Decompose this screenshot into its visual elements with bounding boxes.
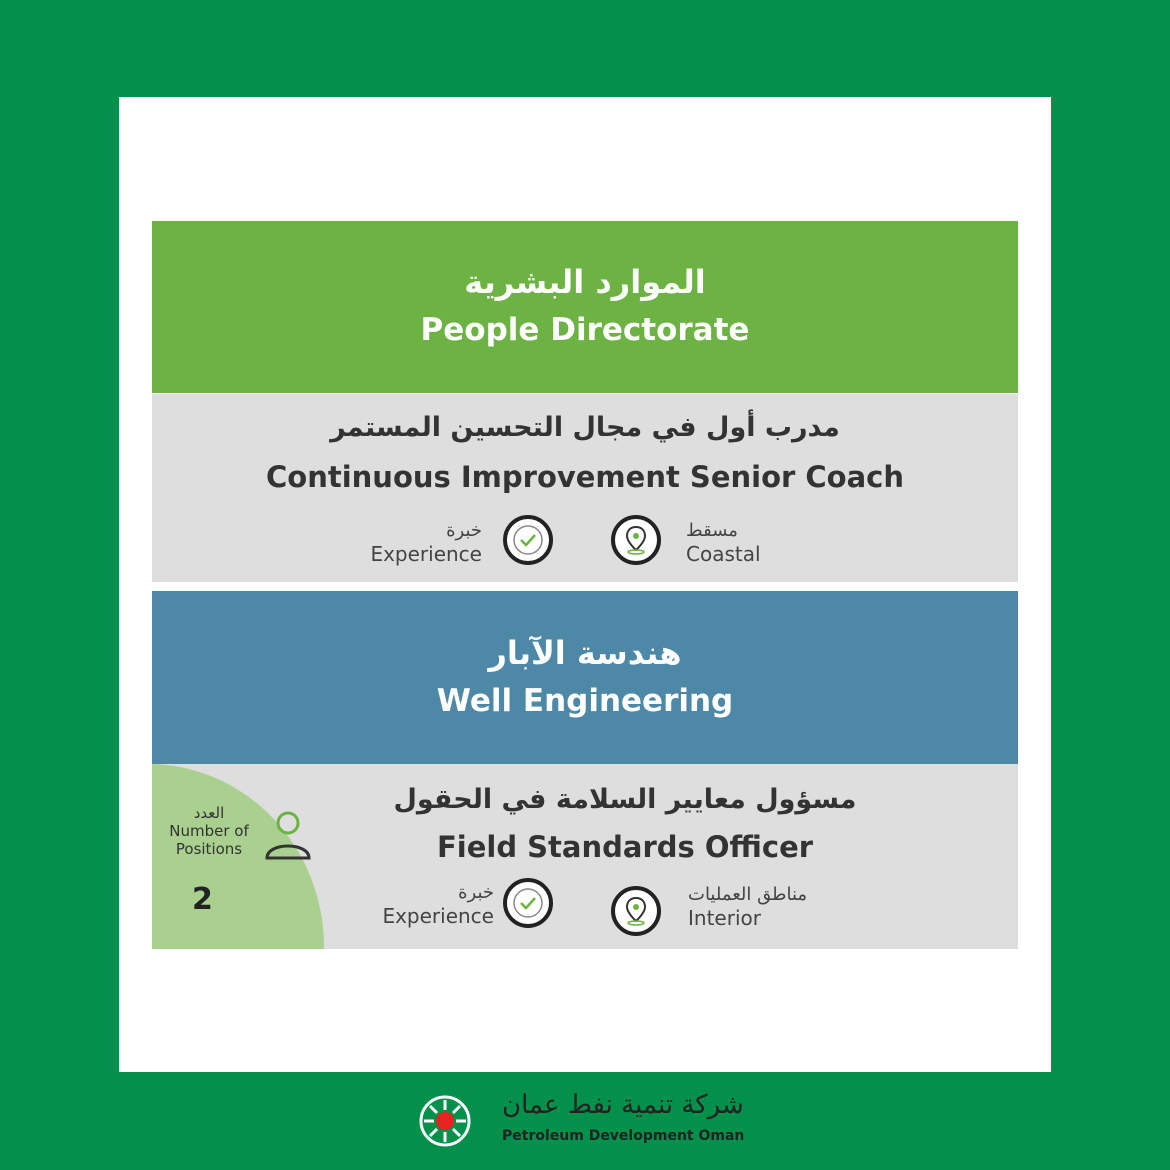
section-title-ar: هندسة الآبار [488, 633, 682, 672]
experience-label-ar: خبرة [446, 520, 482, 541]
job-title-en: Continuous Improvement Senior Coach [266, 460, 904, 494]
experience-label-ar: خبرة [458, 882, 494, 903]
location-label-ar: مناطق العمليات [688, 884, 808, 905]
positions-label-ar: العدد [193, 804, 225, 822]
company-name-ar: شركة تنمية نفط عمان [502, 1090, 744, 1120]
section-header-well [152, 591, 1018, 764]
location-pin-icon [611, 515, 661, 565]
job-panel-standards [152, 764, 1018, 949]
job-card [119, 97, 1051, 1072]
positions-label-en: Number of Positions [169, 822, 249, 858]
job-title-en: Field Standards Officer [436, 830, 814, 864]
job-title-ar: مسؤول معايير السلامة في الحقول [393, 784, 857, 815]
location-label-en: Coastal [686, 542, 761, 566]
positions-count: 2 [192, 882, 213, 917]
experience-label-en: Experience [370, 542, 482, 566]
experience-meta [334, 882, 494, 928]
location-pin-icon [611, 886, 661, 936]
location-meta [686, 520, 866, 566]
experience-meta [322, 520, 482, 566]
section-title-en: People Directorate [420, 312, 750, 348]
check-circle-icon [503, 515, 553, 565]
pdo-logo-icon [418, 1094, 472, 1152]
location-meta [688, 884, 868, 930]
experience-label-en: Experience [382, 904, 494, 928]
location-label-en: Interior [688, 906, 761, 930]
section-title-ar: الموارد البشرية [464, 263, 706, 301]
job-title-ar: مدرب أول في مجال التحسين المستمر [330, 412, 840, 443]
location-label-ar: مسقط [686, 520, 738, 541]
company-name-en: Petroleum Development Oman [502, 1128, 745, 1144]
company-logo [418, 1090, 758, 1150]
section-header-people [152, 221, 1018, 393]
section-title-en: Well Engineering [436, 682, 734, 719]
check-circle-icon [503, 878, 553, 928]
job-panel-coach [152, 394, 1018, 582]
